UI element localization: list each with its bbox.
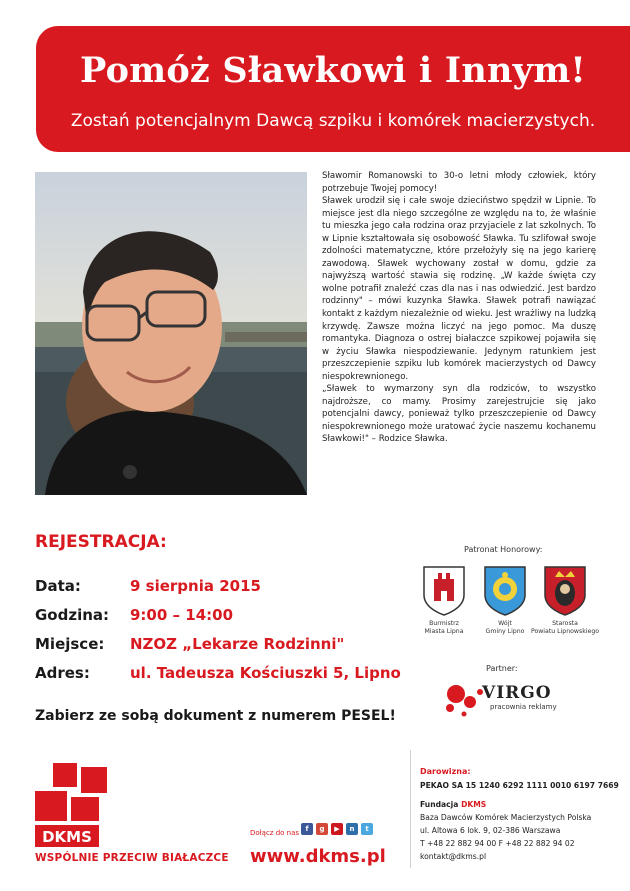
footer-divider	[410, 750, 411, 868]
social-icons	[301, 823, 373, 835]
county-crest-icon	[543, 565, 587, 617]
virgo-logo-icon	[440, 682, 486, 718]
story-paragraph: „Sławek to wymarzony syn dla rodziców, to wszystko najdroższe, co mamy. Prosimy zarejestrujcie się jako potencjalni dawcy, ponieważ tylko przeszczepienie od Dawcy niespokrewnionego może uratować życie naszemu kochanemu Sławkowi!" – Rodzice Sławka.	[322, 384, 596, 445]
lipno-commune-crest-icon	[483, 565, 527, 617]
row-value: 9 sierpnia 2015	[130, 577, 261, 595]
story-text	[322, 170, 596, 446]
website-link[interactable]: www.dkms.pl	[250, 846, 386, 867]
foundation-phone: T +48 22 882 94 00 F +48 22 882 94 02	[420, 839, 575, 848]
foundation-org: Baza Dawców Komórek Macierzystych Polska	[420, 813, 592, 822]
crest-caption: Burmistrz Miasta Lipna	[424, 620, 464, 635]
row-value: 9:00 – 14:00	[130, 606, 234, 624]
row-label: Godzina:	[35, 606, 110, 624]
dkms-logo-icon	[35, 763, 113, 847]
row-value: NZOZ „Lekarze Rodzinni"	[130, 635, 345, 653]
nk-icon[interactable]: n	[346, 823, 358, 835]
crest-caption: Wójt Gminy Lipno	[485, 620, 525, 635]
patronage-title: Patronat Honorowy:	[464, 545, 543, 554]
partner-title: Partner:	[486, 664, 518, 673]
row-value: ul. Tadeusza Kościuszki 5, Lipno	[130, 664, 401, 682]
google-plus-icon[interactable]: g	[316, 823, 328, 835]
youtube-icon[interactable]: ▶	[331, 823, 343, 835]
partner-name: VIRGO	[482, 683, 552, 703]
header-banner	[36, 26, 630, 152]
story-paragraph: Sławek urodził się i całe swoje dzieciństwo spędził w Lipnie. To miejsce jest dla niego szczególne ze względu na to, że właśnie tu mieszka jego cała rodzina oraz przyjaciele z lat szkolnych. To w Lipnie kształtowała się osobowość Sławka. Tu szlifował swoje zdolności matematyczne, które przełożyły się na jego karierę zawodową. Sławek wychowany został w domu, gdzie za najwyższą wartość stawia się rodzinę. „W każde święta czy wolne potrafił znaleźć czas dla nas i nas odwiedzić. Jest bardzo rodzinny" – mówi kuzynka Sławka. Sławek potrafi nawiązać kontakt z każdym niezależnie od wieku. Jest wrażliwy na ludzką krzywdę. Zawsze można liczyć na jego pomoc. Ma duszę romantyka. Diagnoza o ostrej białaczce szpikowej pojawiła się w życiu Sławka niespodziewanie. Jedynym ratunkiem jest przeszczepienie szpiku lub komórek macierzystych od Dawcy niespokrewnionego.	[322, 196, 596, 382]
foundation-address: ul. Altowa 6 lok. 9, 02-386 Warszawa	[420, 826, 561, 835]
foundation-name: Fundacja DKMS	[420, 800, 487, 809]
donation-title: Darowizna:	[420, 767, 471, 776]
partner-tagline: pracownia reklamy	[490, 703, 557, 711]
story-paragraph: Sławomir Romanowski to 30-o letni młody człowiek, który potrzebuje Twojej pomocy!	[322, 171, 596, 194]
dkms-slogan: WSPÓLNIE PRZECIW BIAŁACZCE	[35, 852, 229, 864]
page-subtitle: Zostań potencjalnym Dawcą szpiku i komórek macierzystych.	[70, 111, 596, 131]
portrait-photo	[35, 172, 307, 495]
page-title: Pomóż Sławkowi i Innym!	[80, 50, 586, 91]
row-label: Miejsce:	[35, 635, 105, 653]
row-label: Data:	[35, 577, 81, 595]
bank-account: PEKAO SA 15 1240 6292 1111 0010 6197 7669	[420, 781, 619, 790]
twitter-icon[interactable]: t	[361, 823, 373, 835]
foundation-email[interactable]: kontakt@dkms.pl	[420, 852, 487, 861]
row-label: Adres:	[35, 664, 90, 682]
follow-us-label: Dołącz do nas	[250, 829, 300, 837]
registration-title: REJESTRACJA:	[35, 532, 167, 552]
portrait-illustration	[35, 172, 307, 495]
pesel-note: Zabierz ze sobą dokument z numerem PESEL!	[35, 708, 396, 724]
crest-caption: Starosta Powiatu Lipnowskiego	[530, 620, 600, 635]
facebook-icon[interactable]: f	[301, 823, 313, 835]
dkms-logo-text: DKMS	[42, 828, 92, 846]
lipno-town-crest-icon	[422, 565, 466, 617]
